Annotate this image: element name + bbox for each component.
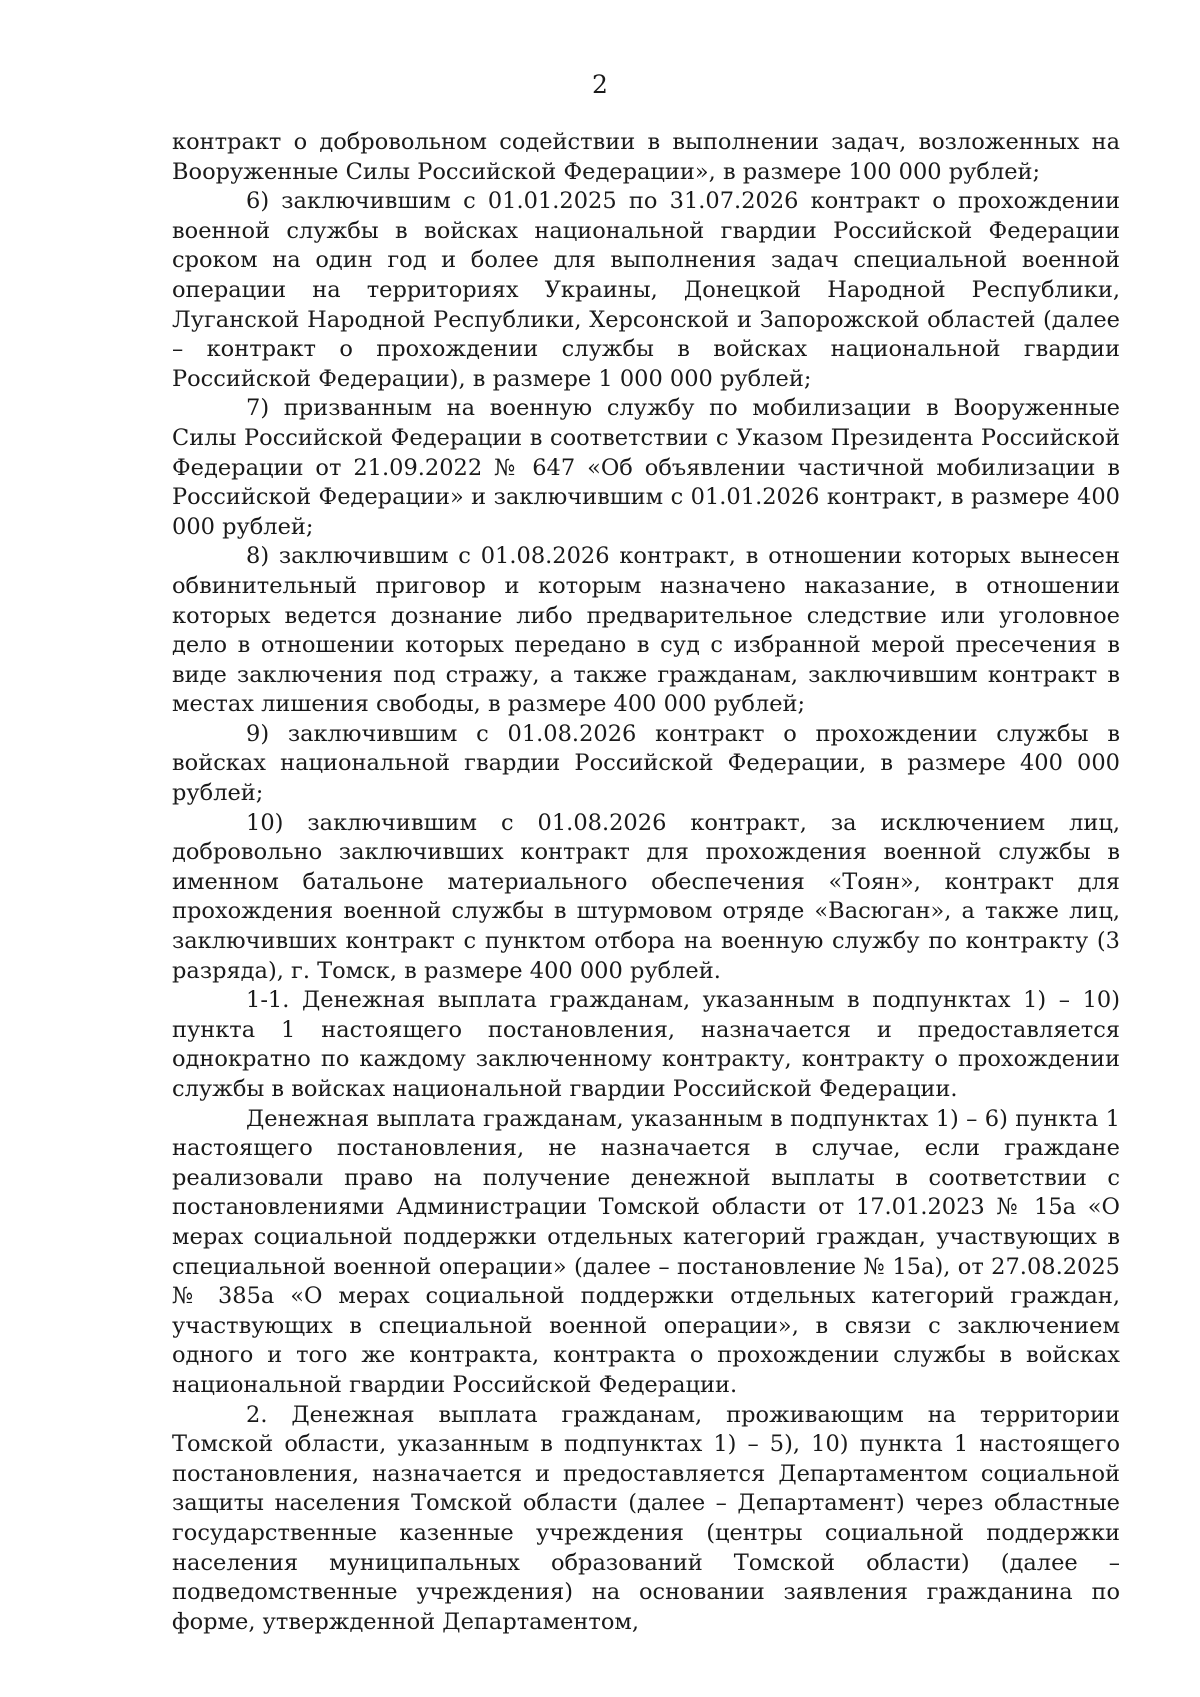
document-body: [172, 128, 1120, 1637]
paragraph-item-10: 10) заключившим с 01.08.2026 контракт, за исключением лиц, добровольно заключивших контракт для прохождения военной службы в именном батальоне материального обеспечения «Тоян», контракт для прохождения военной службы в штурмовом отряде «Васюган», а также лиц, заключивших контракт с пунктом отбора на военную службу по контракту (3 разряда), г. Томск, в размере 400 000 рублей.: [172, 809, 1120, 984]
page-number: 2: [592, 70, 608, 99]
paragraph-item-8: 8) заключившим с 01.08.2026 контракт, в отношении которых вынесен обвинительный приговор и которым назначено наказание, в отношении которых ведется дознание либо предварительное следствие или уголовное дело в отношении которых передано в суд с избранной мерой пресечения в виде заключения под стражу, а также гражданам, заключившим контракт в местах лишения свободы, в размере 400 000 рублей;: [172, 543, 1120, 718]
paragraph-clause-1-1-second: Денежная выплата гражданам, указанным в подпунктах 1) – 6) пункта 1 настоящего постановления, не назначается в случае, если граждане реализовали право на получение денежной выплаты в соответствии с постановлениями Администрации Томской области от 17.01.2023 № 15а «О мерах социальной поддержки отдельных категорий граждан, участвующих в специальной военной операции» (далее – постановление № 15а), от 27.08.2025 № 385а «О мерах социальной поддержки отдельных категорий граждан, участвующих в специальной военной операции», в связи с заключением одного и того же контракта, контракта о прохождении службы в войсках национальной гвардии Российской Федерации.: [172, 1105, 1120, 1398]
paragraph-continuation: контракт о добровольном содействии в выполнении задач, возложенных на Вооруженные Силы Российской Федерации», в размере 100 000 рублей;: [172, 129, 1120, 185]
paragraph-item-6: 6) заключившим с 01.01.2025 по 31.07.2026 контракт о прохождении военной службы в войсках национальной гвардии Российской Федерации сроком на один год и более для выполнения задач специальной военной операции на территориях Украины, Донецкой Народной Республики, Луганской Народной Республики, Херсонской и Запорожской областей (далее – контракт о прохождении службы в войсках национальной гвардии Российской Федерации), в размере 1 000 000 рублей;: [172, 188, 1120, 392]
paragraph-item-7: 7) призванным на военную службу по мобилизации в Вооруженные Силы Российской Федерации в соответствии с Указом Президента Российской Федерации от 21.09.2022 № 647 «Об объявлении частичной мобилизации в Российской Федерации» и заключившим с 01.01.2026 контракт, в размере 400 000 рублей;: [172, 395, 1120, 540]
paragraph-item-9: 9) заключившим с 01.08.2026 контракт о прохождении службы в войсках национальной гвардии Российской Федерации, в размере 400 000 рублей;: [172, 720, 1120, 807]
paragraph-clause-2: 2. Денежная выплата гражданам, проживающим на территории Томской области, указанным в подпунктах 1) – 5), 10) пункта 1 настоящего постановления, назначается и предоставляется Департаментом социальной защиты населения Томской области (далее – Департамент) через областные государственные казенные учреждения (центры социальной поддержки населения муниципальных образований Томской области) (далее – подведомственные учреждения) на основании заявления гражданина по форме, утвержденной Департаментом,: [172, 1401, 1120, 1635]
paragraph-clause-1-1: 1-1. Денежная выплата гражданам, указанным в подпунктах 1) – 10) пункта 1 настоящего постановления, назначается и предоставляется однократно по каждому заключенному контракту, контракту о прохождении службы в войсках национальной гвардии Российской Федерации.: [172, 987, 1120, 1102]
